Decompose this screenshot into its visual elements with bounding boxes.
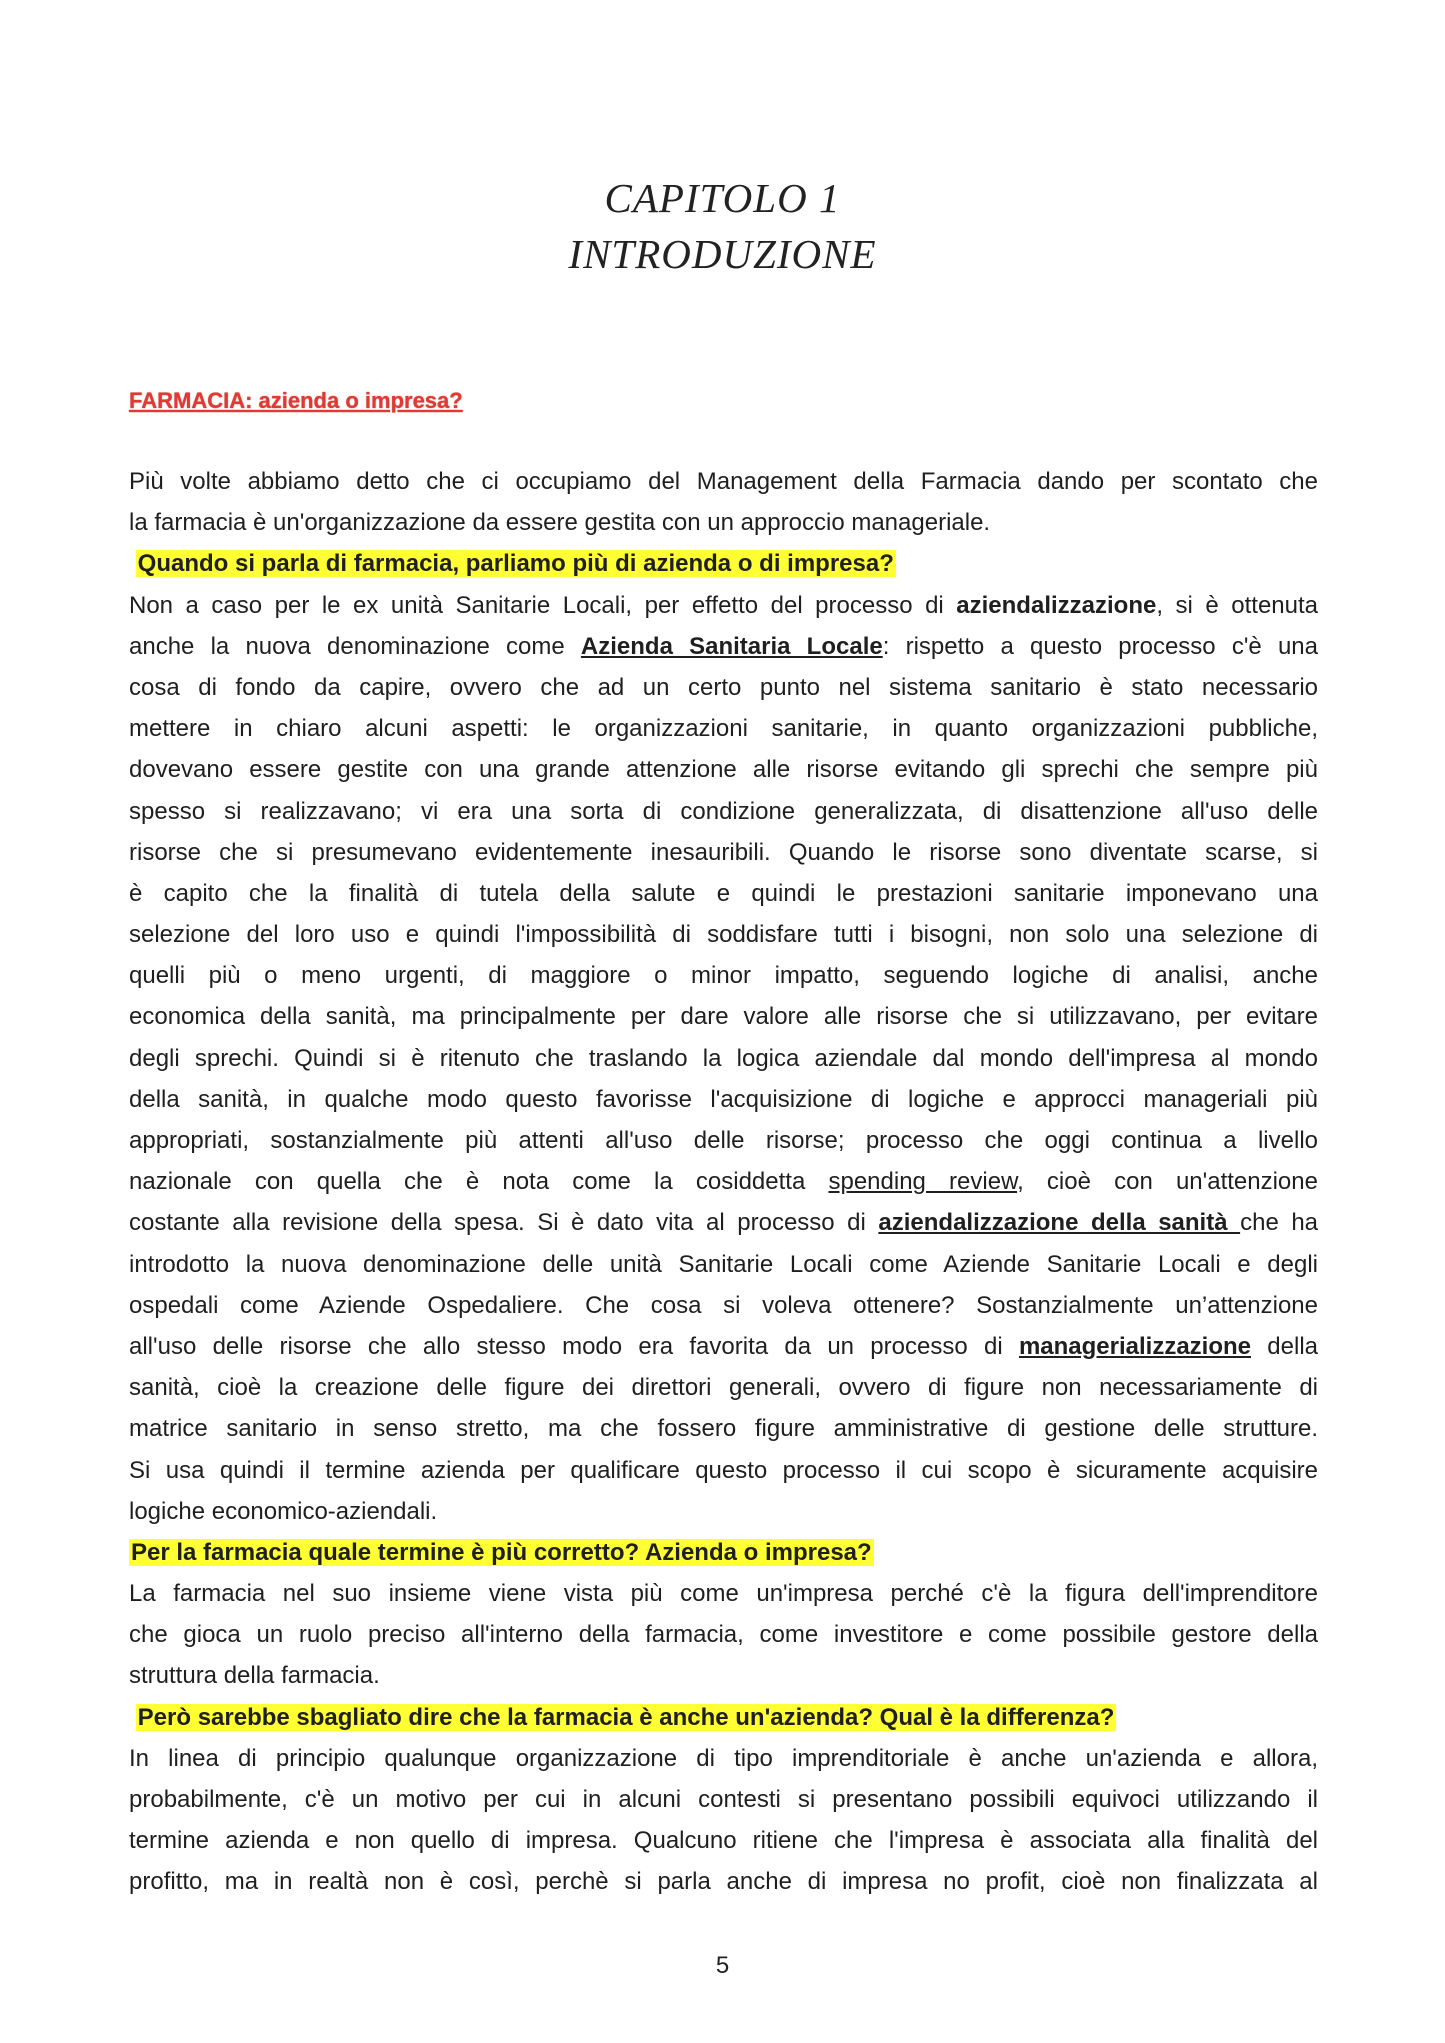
section-heading: FARMACIA: azienda o impresa? [129,388,463,413]
paragraph-line [129,585,1318,626]
highlighted-question: Per la farmacia quale termine è più corretto? Azienda o impresa? [131,1538,872,1566]
paragraph-line [129,1326,1318,1367]
body-text [129,461,1318,1903]
question-line [129,1532,1318,1573]
paragraph-line: degli sprechi. Quindi si è ritenuto che traslando la logica aziendale dal mondo dell'impresa al mondo [129,1044,1318,1072]
paragraph-line: è capito che la finalità di tutela della salute e quindi le prestazioni sanitarie imponevano una [129,879,1318,907]
paragraph-line: Più volte abbiamo detto che ci occupiamo del Management della Farmacia dando per scontato che [129,468,1318,495]
highlighted-question: Però sarebbe sbagliato dire che la farmacia è anche un'azienda? Qual è la differenza? [137,1703,1115,1731]
paragraph-line: la farmacia è un'organizzazione da essere gestita con un approccio manageriale. [129,509,991,537]
paragraph-line: La farmacia nel suo insieme viene vista più come un'impresa perché c'è la figura dell'imprenditore [129,1580,1318,1608]
text-span: Non a caso per le ex unità Sanitarie Locali, per effetto del processo di [129,591,957,619]
paragraph-line: In linea di principio qualunque organizzazione di tipo imprenditoriale è anche un'azienda e allora, [129,1744,1318,1772]
paragraph-line: logiche economico-aziendali. [129,1497,438,1525]
paragraph-line: della sanità, in qualche modo questo favorisse l'acquisizione di logiche e approcci manageriali più [129,1085,1318,1113]
paragraph-line: sanità, cioè la creazione delle figure dei direttori generali, ovvero di figure non necessariamente di [129,1374,1318,1402]
question-line [129,1697,1318,1738]
paragraph-line [129,1202,1318,1243]
paragraph-line: ospedali come Aziende Ospedaliere. Che cosa si voleva ottenere? Sostanzialmente un’attenzione [129,1291,1318,1319]
text-span: : rispetto a questo processo c'è una [882,632,1319,660]
text-span: anche la nuova denominazione come [129,632,581,660]
text-span: , si è ottenuta [1156,591,1318,619]
paragraph-line: probabilmente, c'è un motivo per cui in alcuni contesti si presentano possibili equivoci utilizzando il [129,1786,1318,1813]
paragraph-line: appropriati, sostanzialmente più attenti all'uso delle risorse; processo che oggi continua a livello [129,1127,1318,1154]
question-line [129,543,1318,584]
underlined-term: spending review [828,1168,1018,1196]
chapter-name: INTRODUZIONE [568,231,877,277]
text-span: costante alla revisione della spesa. Si è dato vita al processo di [129,1209,879,1237]
paragraph-line: cosa di fondo da capire, ovvero che ad un certo punto nel sistema sanitario è stato necessario [129,673,1318,701]
text-span: che ha [1240,1209,1319,1237]
bold-underlined-term: managerializzazione [1018,1332,1252,1360]
chapter-title [0,172,1445,284]
bold-term: aziendalizzazione [956,591,1157,619]
paragraph-line: introdotto la nuova denominazione delle unità Sanitarie Locali come Aziende Sanitarie Locali e degli [129,1250,1318,1278]
paragraph-line: spesso si realizzavano; vi era una sorta di condizione generalizzata, di disattenzione all'uso delle [129,797,1318,825]
paragraph-line [129,1161,1318,1202]
paragraph-line: dovevano essere gestite con una grande attenzione alle risorse evitando gli sprechi che sempre più [129,756,1318,784]
paragraph-line: risorse che si presumevano evidentemente inesauribili. Quando le risorse sono diventate scarse, si [129,838,1318,866]
paragraph-line: profitto, ma in realtà non è così, perchè si parla anche di impresa no profit, cioè non finalizzata al [129,1868,1318,1896]
paragraph-line: matrice sanitario in senso stretto, ma che fossero figure amministrative di gestione delle strutture. [129,1415,1318,1443]
bold-underlined-term: Azienda Sanitaria Locale [580,632,883,660]
page-number: 5 [715,1952,730,1979]
bold-underlined-term: aziendalizzazione della sanità [878,1209,1241,1237]
text-span: nazionale con quella che è nota come la cosiddetta [129,1168,829,1196]
paragraph-line: quelli più o meno urgenti, di maggiore o minor impatto, seguendo logiche di analisi, anche [129,962,1318,990]
highlighted-question: Quando si parla di farmacia, parliamo più di azienda o di impresa? [137,550,894,578]
paragraph-line: economica della sanità, ma principalmente per dare valore alle risorse che si utilizzavano, per evitare [129,1003,1318,1031]
text-span: , cioè con un'attenzione [1017,1168,1318,1196]
paragraph-line: che gioca un ruolo preciso all'interno della farmacia, come investitore e come possibile gestore della [129,1621,1318,1649]
paragraph-line: mettere in chiaro alcuni aspetti: le organizzazioni sanitarie, in quanto organizzazioni pubbliche, [129,715,1318,743]
paragraph-line: termine azienda e non quello di impresa. Qualcuno ritiene che l'impresa è associata alla finalità del [129,1827,1318,1855]
paragraph-line: Si usa quindi il termine azienda per qualificare questo processo il cui scopo è sicuramente acquisire [129,1456,1318,1484]
paragraph-line: selezione del loro uso e quindi l'impossibilità di soddisfare tutti i bisogni, non solo una selezione di [129,921,1318,949]
text-span: della [1251,1332,1319,1360]
paragraph-line: struttura della farmacia. [129,1662,380,1690]
paragraph-line [129,626,1318,667]
text-span: all'uso delle risorse che allo stesso modo era favorita da un processo di [129,1332,1019,1360]
chapter-number: CAPITOLO 1 [604,175,841,221]
